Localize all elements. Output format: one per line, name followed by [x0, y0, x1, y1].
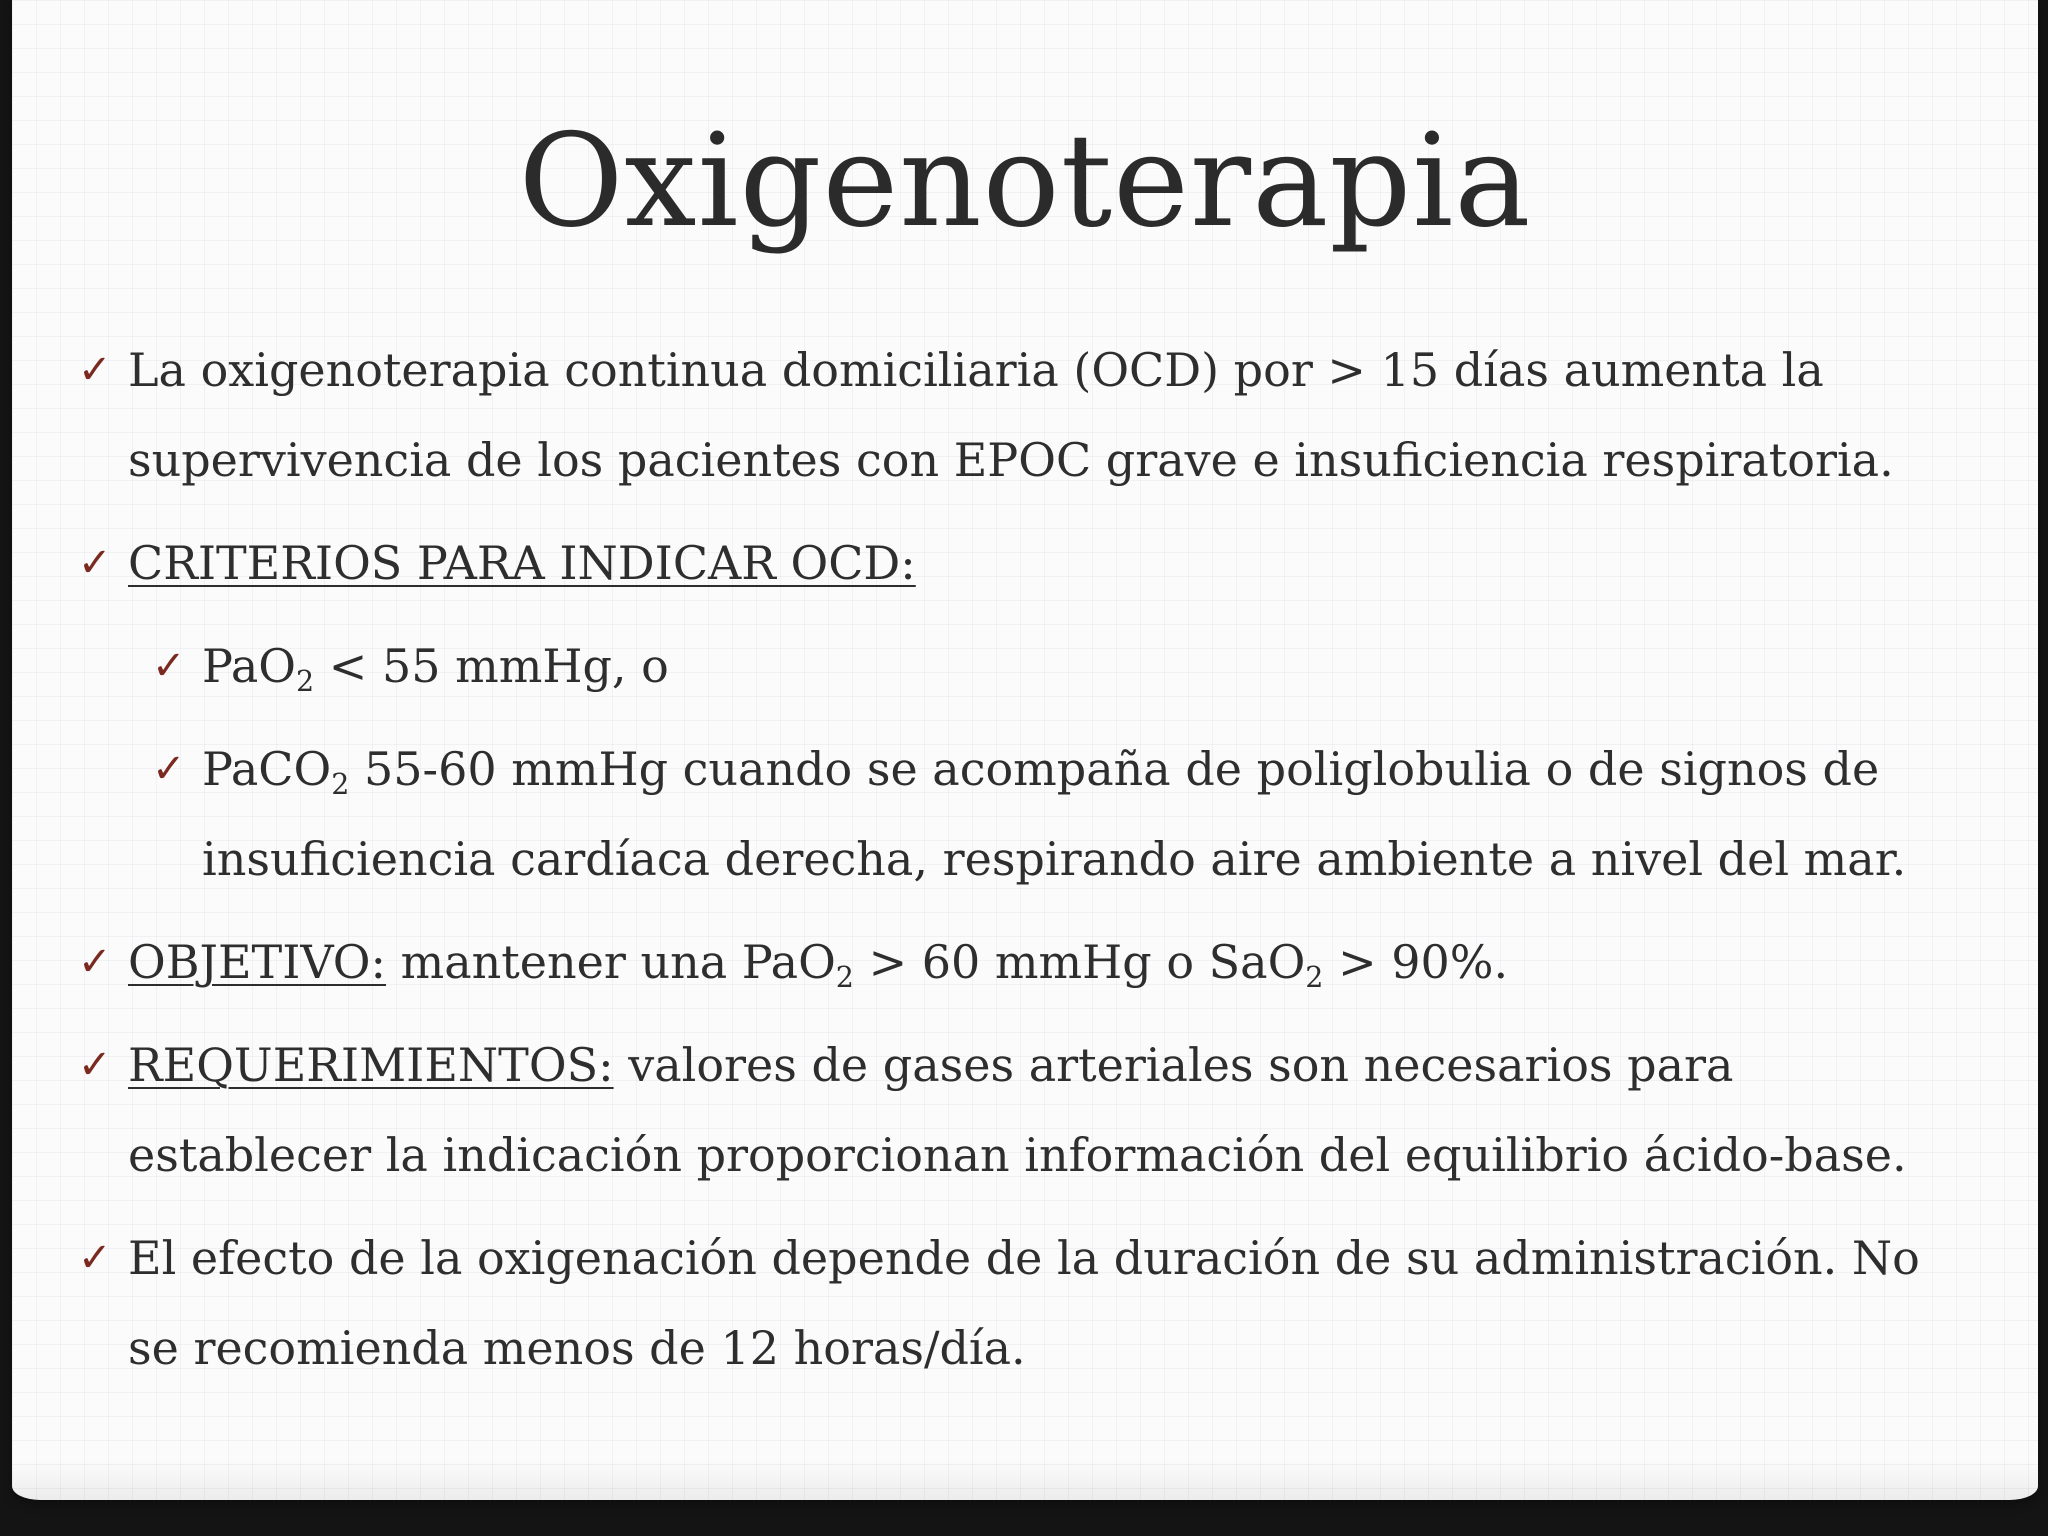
checkmark-icon: ✓: [78, 939, 112, 985]
sub-bullet-text: PaO$_2$ < 55 mmHg, o: [202, 639, 669, 699]
bullet-list: [12, 325, 2038, 1406]
bullet-item-requerimientos: [12, 1020, 2038, 1200]
slide-title: Oxigenoterapia: [518, 107, 1532, 256]
bullet-text: La oxigenoterapia continua domiciliaria (OCD) por > 15 días aumenta la supervivencia de los pacientes con EPOC grave e insuficiencia respiratoria.: [128, 343, 1894, 487]
bullet-text: REQUERIMIENTOS: valores de gases arteriales son necesarios para establecer la indicación proporcionan información del equilibrio ácido-base.: [128, 1038, 1907, 1182]
bullet-text: El efecto de la oxigenación depende de la duración de su administración. No se recomienda menos de 12 horas/día.: [128, 1231, 1920, 1375]
requerimientos-label: REQUERIMIENTOS:: [128, 1038, 614, 1092]
bullet-item-criterios: [12, 518, 2038, 608]
sub-bullet-paco2: [12, 724, 2038, 904]
checkmark-icon: ✓: [78, 1235, 112, 1281]
checkmark-icon: ✓: [78, 1042, 112, 1088]
sub-bullet-pao2: [12, 621, 2038, 711]
slide: [12, 0, 2038, 1500]
sub-bullet-text: PaCO$_2$ 55-60 mmHg cuando se acompaña de poliglobulia o de signos de insuficiencia cardíaca derecha, respirando aire ambiente a nivel del mar.: [202, 742, 1907, 886]
bullet-item-objetivo: [12, 917, 2038, 1007]
criterios-heading: CRITERIOS PARA INDICAR OCD:: [128, 536, 916, 590]
bullet-item-ocd-survival: [12, 325, 2038, 505]
checkmark-icon: ✓: [78, 540, 112, 586]
bullet-text: OBJETIVO: mantener una PaO$_2$ > 60 mmHg o SaO$_2$ > 90%.: [128, 935, 1509, 995]
checkmark-icon: ✓: [78, 347, 112, 393]
objetivo-label: OBJETIVO:: [128, 935, 387, 989]
checkmark-icon: ✓: [152, 746, 186, 792]
checkmark-icon: ✓: [152, 643, 186, 689]
bullet-item-efecto: [12, 1213, 2038, 1393]
